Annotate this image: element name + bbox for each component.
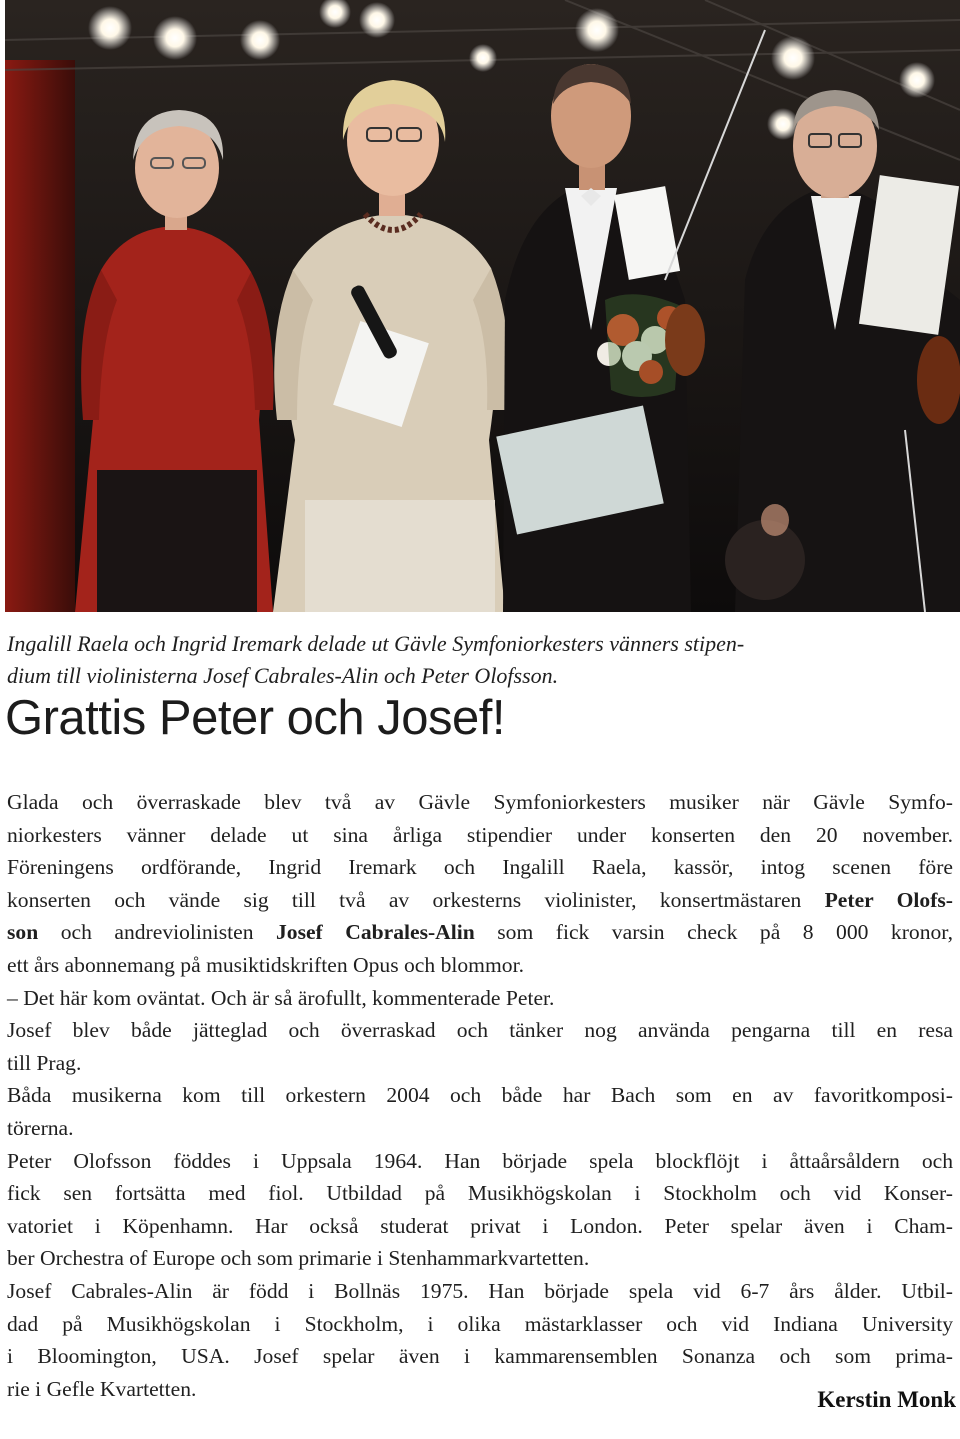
article-author: Kerstin Monk xyxy=(817,1387,956,1412)
body-text: konserten och vände sig till två av orkesterns violinister, konsertmästaren xyxy=(7,887,825,912)
body-text: och andreviolinisten xyxy=(38,920,276,945)
body-line: Josef Cabrales-Alin är född i Bollnäs 1975. Han började spela vid 6-7 års ålder. Utbil- xyxy=(7,1278,953,1303)
caption-line: dium till violinisterna Josef Cabrales-Alin och Peter Olofsson. xyxy=(7,663,559,688)
body-line: ber Orchestra of Europe och som primarie i Stenhammarkvartetten. xyxy=(7,1246,590,1271)
award-ceremony-photo xyxy=(5,0,960,612)
body-line: niorkesters vänner delade ut sina årliga stipendier under konserten den 20 november. xyxy=(7,822,953,847)
photo-caption xyxy=(7,628,937,692)
body-line: till Prag. xyxy=(7,1050,82,1075)
body-line: dad på Musikhögskolan i Stockholm, i olika mästarklasser och vid Indiana University xyxy=(7,1311,953,1336)
body-line: ett års abonnemang på musiktidskriften Opus och blommor. xyxy=(7,952,524,977)
name-josef-cabrales-alin: Josef Cabrales-Alin xyxy=(275,920,475,945)
body-line: i Bloomington, USA. Josef spelar även i kammarensemblen Sonanza och som prima- xyxy=(7,1344,953,1369)
body-line: Glada och överraskade blev två av Gävle Symfoniorkesters musiker när Gävle Symfo- xyxy=(7,790,953,814)
body-text: som fick varsin check på 8 000 kronor, xyxy=(474,920,954,945)
name-peter-olofsson-cont: son xyxy=(7,920,39,945)
caption-line: Ingalill Raela och Ingrid Iremark delade ut Gävle Symfoniorkesters vänners stipen- xyxy=(7,631,745,656)
body-line: Båda musikerna kom till orkestern 2004 och både har Bach som en av favoritkomposi- xyxy=(7,1083,953,1108)
article-body xyxy=(7,786,953,1405)
article-headline: Grattis Peter och Josef! xyxy=(5,691,505,745)
body-line xyxy=(7,916,953,949)
quote-line: – Det här kom oväntat. Och är så ärofullt, kommenterade Peter. xyxy=(7,985,555,1010)
body-line xyxy=(7,884,953,917)
body-line: Josef blev både jätteglad och överraskad och tänker nog använda pengarna till en resa xyxy=(7,1018,953,1043)
body-line: fick sen fortsätta med fiol. Utbildad på Musikhögskolan i Stockholm och vid Konser- xyxy=(7,1181,953,1206)
body-line: Peter Olofsson föddes i Uppsala 1964. Han började spela blockflöjt i åttaårsåldern och xyxy=(7,1148,953,1173)
body-line: vatoriet i Köpenhamn. Har också studerat privat i London. Peter spelar även i Cham- xyxy=(7,1213,953,1238)
body-line: törerna. xyxy=(7,1115,74,1140)
name-peter-olofsson: Peter Olofs- xyxy=(824,887,953,912)
body-line: rie i Gefle Kvartetten. xyxy=(7,1376,197,1401)
body-line: Föreningens ordförande, Ingrid Iremark och Ingalill Raela, kassör, intog scenen före xyxy=(7,855,953,880)
